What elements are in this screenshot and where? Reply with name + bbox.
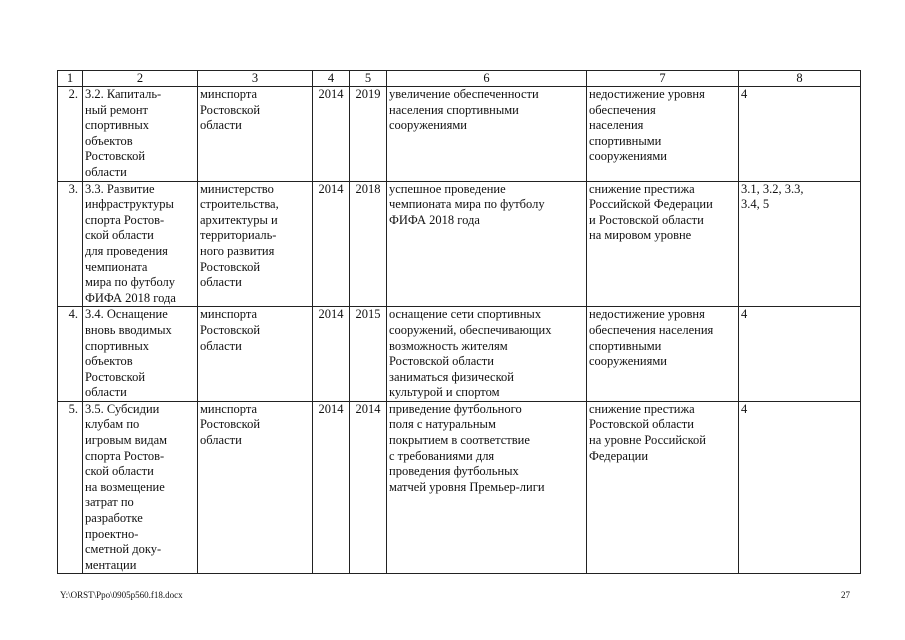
non-implementation-consequence-line: на мировом уровне (589, 228, 692, 243)
row-number: 3. (58, 181, 83, 307)
table-row (58, 87, 861, 182)
expected-result (387, 307, 587, 402)
end-year: 2015 (350, 307, 387, 402)
measure-name (83, 307, 198, 402)
measure-name-line: 3.4. Оснащение (85, 307, 168, 322)
end-year: 2014 (350, 401, 387, 574)
column-header: 6 (387, 71, 587, 87)
non-implementation-consequence-line: сооружениями (589, 149, 667, 164)
non-implementation-consequence-line: населения (589, 118, 644, 133)
measure-name-line: ный ремонт (85, 102, 149, 117)
non-implementation-consequence-line: обеспечения населения (589, 322, 714, 337)
measure-name-line: области (85, 385, 127, 400)
expected-result-line: с требованиями для (389, 448, 495, 463)
measure-name-line: ФИФА 2018 года (85, 290, 176, 305)
end-year: 2019 (350, 87, 387, 182)
expected-result-line: сооружениями (389, 118, 467, 133)
executor (198, 401, 313, 574)
linked-indicators-line: 3.4, 5 (741, 197, 770, 212)
executor (198, 307, 313, 402)
executor-line: ного развития (200, 243, 275, 258)
expected-result-line: матчей уровня Премьер-лиги (389, 479, 545, 494)
executor-line: области (200, 118, 242, 133)
non-implementation-consequence-line: спортивными (589, 133, 662, 148)
expected-result-line: покрытием в соответствие (389, 433, 530, 448)
measure-name-line: инфраструктуры (85, 197, 174, 212)
row-number: 4. (58, 307, 83, 402)
executor-line: Ростовской (200, 259, 261, 274)
executor-line: Ростовской (200, 102, 261, 117)
table-row (58, 181, 861, 307)
executor-line: минспорта (200, 87, 258, 101)
measure-name-line: объектов (85, 354, 133, 369)
measure-name-line: чемпионата (85, 259, 148, 274)
executor-line: области (200, 275, 242, 290)
expected-result-line: оснащение сети спортивных (389, 307, 542, 322)
non-implementation-consequence-line: спортивными (589, 338, 662, 353)
start-year: 2014 (313, 87, 350, 182)
executor-line: Ростовской (200, 417, 261, 432)
non-implementation-consequence-line: Российской Федерации (589, 197, 713, 212)
footer-file-path: Y:\ORST\Ppo\0905p560.f18.docx (60, 590, 183, 600)
non-implementation-consequence (587, 401, 739, 574)
measure-name-line: затрат по (85, 495, 134, 510)
expected-result (387, 401, 587, 574)
column-header: 1 (58, 71, 83, 87)
page-number: 27 (841, 590, 850, 600)
column-header: 7 (587, 71, 739, 87)
non-implementation-consequence-line: недостижение уровня (589, 307, 705, 322)
measure-name-line: области (85, 164, 127, 179)
expected-result-line: Ростовской области (389, 354, 494, 369)
row-number: 5. (58, 401, 83, 574)
start-year: 2014 (313, 401, 350, 574)
measure-name-line: 3.2. Капиталь- (85, 87, 162, 101)
measure-name-line: спортивных (85, 118, 149, 133)
row-number: 2. (58, 87, 83, 182)
measure-name-line: объектов (85, 133, 133, 148)
measure-name-line: вновь вводимых (85, 322, 172, 337)
measure-name-line: 3.5. Субсидии (85, 401, 160, 416)
header-row (58, 71, 861, 87)
expected-result-line: ФИФА 2018 года (389, 212, 480, 227)
end-year: 2018 (350, 181, 387, 307)
executor-line: минспорта (200, 401, 258, 416)
expected-result-line: увеличение обеспеченности (389, 87, 539, 101)
non-implementation-consequence-line: недостижение уровня (589, 87, 705, 101)
measure-name-line: ской области (85, 464, 154, 479)
measure-name (83, 87, 198, 182)
non-implementation-consequence-line: сооружениями (589, 354, 667, 369)
executor-line: области (200, 338, 242, 353)
column-header: 3 (198, 71, 313, 87)
non-implementation-consequence-line: Федерации (589, 448, 649, 463)
measure-name-line: сметной доку- (85, 542, 162, 557)
measure-name-line: Ростовской (85, 149, 146, 164)
measure-name-line: мира по футболу (85, 275, 176, 290)
non-implementation-consequence-line: Ростовской области (589, 417, 694, 432)
measure-name-line: разработке (85, 511, 143, 526)
non-implementation-consequence (587, 181, 739, 307)
table-row (58, 307, 861, 402)
non-implementation-consequence (587, 87, 739, 182)
executor (198, 87, 313, 182)
program-table (57, 70, 861, 574)
expected-result (387, 181, 587, 307)
non-implementation-consequence-line: снижение престижа (589, 401, 695, 416)
expected-result-line: чемпионата мира по футболу (389, 197, 545, 212)
expected-result-line: населения спортивными (389, 102, 519, 117)
table-row (58, 401, 861, 574)
non-implementation-consequence-line: обеспечения (589, 102, 656, 117)
measure-name-line: для проведения (85, 243, 168, 258)
measure-name-line: ской области (85, 228, 154, 243)
measure-name-line: спортивных (85, 338, 149, 353)
measure-name (83, 181, 198, 307)
expected-result-line: заниматься физической (389, 369, 514, 384)
measure-name-line: игровым видам (85, 433, 168, 448)
expected-result-line: возможность жителям (389, 338, 508, 353)
executor-line: Ростовской (200, 322, 261, 337)
start-year: 2014 (313, 181, 350, 307)
measure-name-line: на возмещение (85, 479, 165, 494)
column-header: 4 (313, 71, 350, 87)
column-header: 2 (83, 71, 198, 87)
expected-result-line: поля с натуральным (389, 417, 496, 432)
measure-name (83, 401, 198, 574)
linked-indicators (739, 181, 861, 307)
linked-indicators-line: 4 (741, 87, 748, 101)
measure-name-line: спорта Ростов- (85, 448, 165, 463)
non-implementation-consequence-line: на уровне Российской (589, 433, 706, 448)
measure-name-line: 3.3. Развитие (85, 181, 155, 196)
measure-name-line: ментации (85, 557, 137, 572)
linked-indicators-line: 4 (741, 307, 748, 322)
expected-result-line: сооружений, обеспечивающих (389, 322, 552, 337)
executor (198, 181, 313, 307)
start-year: 2014 (313, 307, 350, 402)
executor-line: территориаль- (200, 228, 277, 243)
non-implementation-consequence-line: и Ростовской области (589, 212, 704, 227)
executor-line: области (200, 433, 242, 448)
executor-line: минспорта (200, 307, 258, 322)
measure-name-line: Ростовской (85, 369, 146, 384)
linked-indicators-line: 4 (741, 401, 748, 416)
measure-name-line: проектно- (85, 526, 139, 541)
linked-indicators (739, 307, 861, 402)
linked-indicators (739, 87, 861, 182)
measure-name-line: спорта Ростов- (85, 212, 165, 227)
expected-result-line: культурой и спортом (389, 385, 500, 400)
linked-indicators (739, 401, 861, 574)
executor-line: архитектуры и (200, 212, 278, 227)
executor-line: министерство (200, 181, 274, 196)
expected-result-line: успешное проведение (389, 181, 506, 196)
non-implementation-consequence-line: снижение престижа (589, 181, 695, 196)
measure-name-line: клубам по (85, 417, 140, 432)
linked-indicators-line: 3.1, 3.2, 3.3, (741, 181, 804, 196)
expected-result-line: приведение футбольного (389, 401, 522, 416)
non-implementation-consequence (587, 307, 739, 402)
column-header: 5 (350, 71, 387, 87)
expected-result-line: проведения футбольных (389, 464, 519, 479)
expected-result (387, 87, 587, 182)
executor-line: строительства, (200, 197, 279, 212)
column-header: 8 (739, 71, 861, 87)
